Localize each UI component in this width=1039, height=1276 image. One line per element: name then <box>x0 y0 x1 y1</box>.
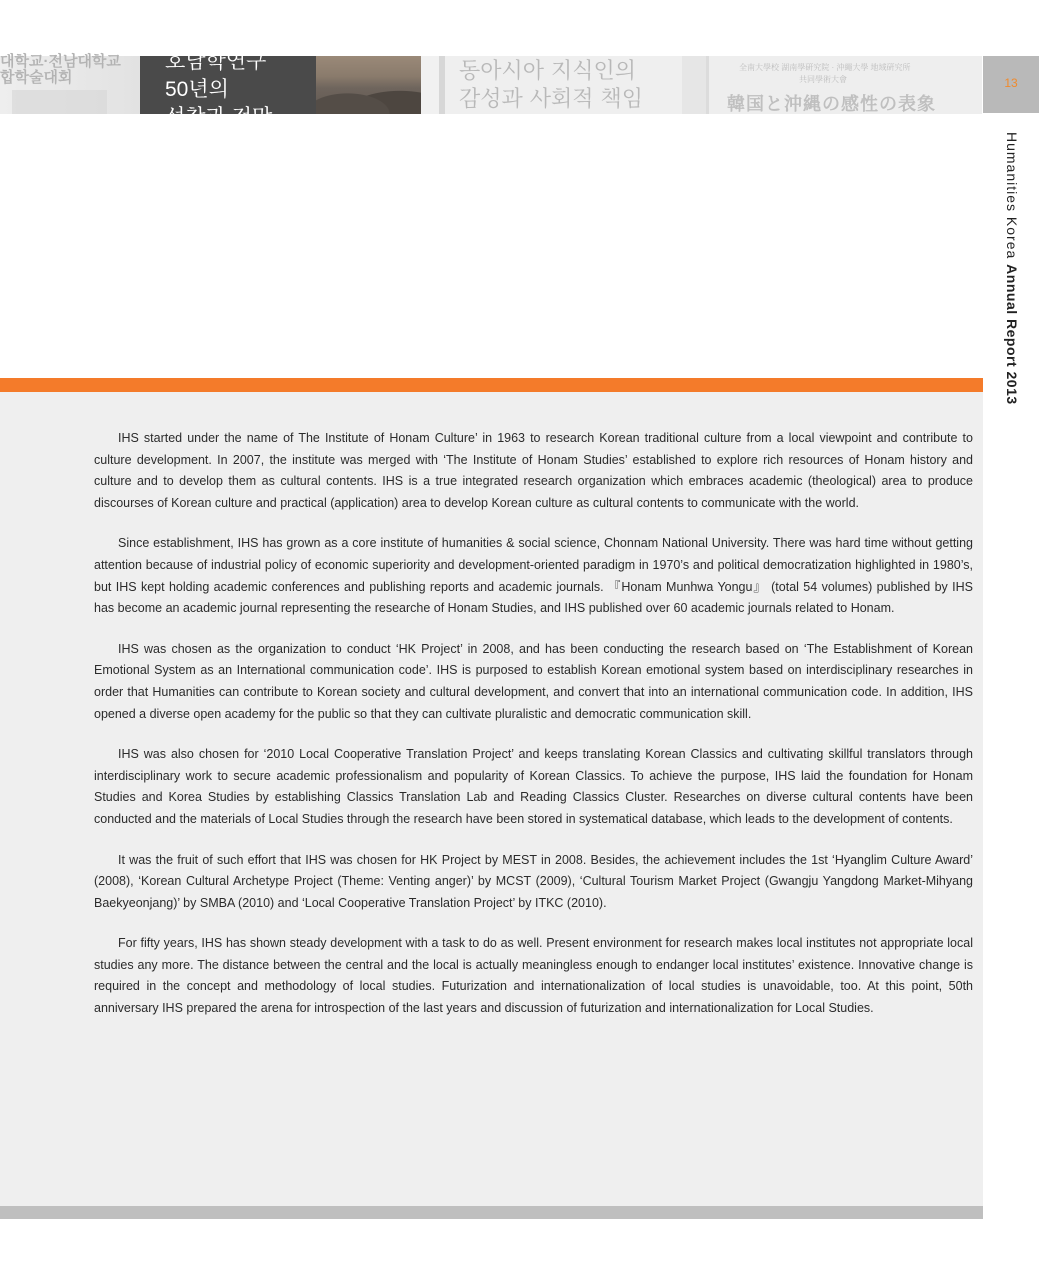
header-image-strip <box>0 50 982 129</box>
book-spine <box>421 56 439 114</box>
cover-subtitle: 共同學術大會 <box>799 75 847 84</box>
body-text <box>94 428 973 1039</box>
paragraph: IHS was also chosen for ‘2010 Local Cooperative Translation Project’ and keeps translating Korean Classics and cultivating skillful translators through interdisciplinary work to secure academic professionalism and popularity of Korean Classics. To achieve the purpose, IHS laid the foundation for Honam Studies and Korea Studies by establishing Classics Translation Lab and Reading Classics Cluster. Researches on diverse cultural contents have been conducted and the materials of Local Studies through the research have been stored in systematical database, which leads to the development of contents. <box>94 747 973 826</box>
running-title-light: Humanities Korea <box>1004 132 1020 265</box>
cover-title-line: 성찰과 전망 <box>165 106 273 129</box>
page-number: 13 <box>1004 76 1018 90</box>
book-spine <box>682 56 706 114</box>
cover-graphic <box>12 90 107 114</box>
running-title-bold: Annual Report 2013 <box>1004 264 1020 405</box>
cover-title-line: 감성과 사회적 책임 <box>459 87 644 112</box>
book-cover-east-asia <box>439 56 682 114</box>
running-title <box>1004 132 1020 405</box>
paragraph: For fifty years, IHS has shown steady development with a task to do as well. Present environment for research makes local institutes not appropriate local studies any more. The distance between the central and the local is actually meaningless enough to endanger local institutes’ existence. Innovative change is required in the concept and methodology of local studies. Futurization and internationalization of local studies is unavoidable, too. At this point, 50th anniversary IHS prepared the arena for introspection of the last years and discussion of futurization and internationalization for Local Studies. <box>94 936 973 1016</box>
cover-text-line: 합학술대회 <box>0 69 73 86</box>
cover-title-line: 50년의 <box>165 78 229 101</box>
cover-text-line: 대학교·전남대학교 <box>0 53 121 70</box>
orange-divider <box>0 378 983 392</box>
paragraph: IHS started under the name of The Institute of Honam Culture’ in 1963 to research Korean traditional culture from a local viewpoint and contribute to culture development. In 2007, the institute was merged with ‘The Institute of Honam Studies’ established to explore rich resources of Honam history and culture and to develop them as cultural contents. IHS is a true integrated research organization which embraces academic (theological) area to produce discourses of Korean culture and practical (application) area to develop Korean culture as cultural contents to communicate with the world. <box>94 431 973 510</box>
page-number-tab <box>983 56 1039 113</box>
book-cover-conference <box>0 53 140 114</box>
cover-title: 韓国と沖縄の感性の表象 <box>727 94 936 115</box>
cover-subtitle: 全南大學校 湖南學硏究院 · 沖繩大學 地域硏究所 <box>739 63 911 72</box>
bottom-grey-bar <box>0 1206 983 1219</box>
paragraph: IHS was chosen as the organization to conduct ‘HK Project’ in 2008, and has been conducting the research based on ‘The Establishment of Korean Emotional System as an International communication code’. IHS is purposed to establish Korean emotional system based on interdisciplinary researches in order that Humanities can contribute to Korean society and cultural development, and convert that into an international communication code. In addition, IHS opened a diverse open academy for the public so that they can cultivate pluralistic and democratic communication skill. <box>94 641 973 721</box>
mountain-ridge-graphic <box>316 78 421 114</box>
book-cover-okinawa <box>706 56 982 114</box>
cover-title-line: 동아시아 지식인의 <box>459 59 637 84</box>
cover-title-line: 호남학연구 <box>165 50 267 73</box>
paragraph: It was the fruit of such effort that IHS was chosen for HK Project by MEST in 2008. Besides, the achievement includes the 1st ‘Hyanglim Culture Award’ (2008), ‘Korean Cultural Archetype Project (Theme: Venting anger)’ by MCST (2009), ‘Cultural Tourism Market Project (Gwangju Yangdong Market-Mihyang Baekyeonjang)’ by SMBA (2010) and ‘Local Cooperative Translation Project’ by ITKC (2010). <box>94 852 973 910</box>
book-cover-honam-studies <box>140 50 421 129</box>
paragraph: Since establishment, IHS has grown as a core institute of humanities & social science, Chonnam National University. There was hard time without getting attention because of industrial policy of economic superiority and development-oriented paradigm in 1970’s and political democratization highlighted in 1980’s, but IHS kept holding academic conferences and publishing reports and academic journals. 『Honam Munhwa Yongu』 (total 54 volumes) published by IHS has become an academic journal representing the researche of Honam Studies, and IHS published over 60 academic journals related to Honam. <box>94 536 973 616</box>
